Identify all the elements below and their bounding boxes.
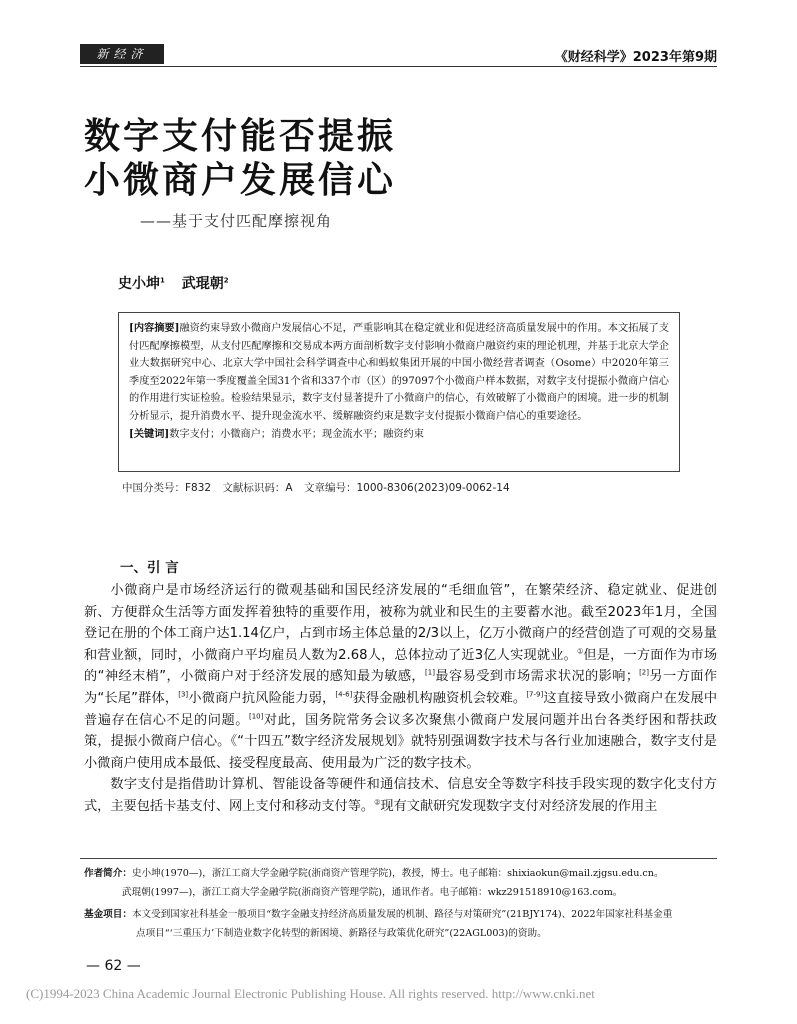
paragraph-1: [84, 580, 717, 774]
keywords-text: 数字支付；小微商户；消费水平；现金流水平；融资约束: [169, 428, 424, 440]
citation-ref: [10]: [248, 712, 264, 721]
article-title-line1: 数字支付能否提振: [84, 116, 397, 157]
fund-label: 基金项目：: [84, 909, 132, 920]
section-heading: 一、引 言: [120, 560, 179, 576]
header-rule: [80, 66, 717, 67]
copyright-notice: (C)1994-2023 China Academic Journal Electronic Publishing House. All rights reserved. http://www.cnki.net: [26, 986, 595, 1001]
citation-ref: [4-6]: [335, 690, 353, 699]
abstract-box: [118, 312, 680, 472]
text-run: 数字支付是指借助计算机、智能设备等硬件和通信技术、信息安全等数字科技手段实现的数字化支付方式，主要包括卡基支付、网上支付和移动支付等。: [84, 777, 717, 814]
footnote-ref: ①: [576, 647, 584, 656]
abstract: [129, 320, 669, 426]
classification-line: [122, 480, 510, 495]
footnote-rule: [80, 858, 717, 859]
paragraph-2: [84, 774, 717, 817]
text-run: 获得金融机构融资机会较难。: [352, 690, 527, 706]
footnotes: [84, 864, 724, 943]
author-2: 武琨朝: [181, 276, 224, 292]
fund-row-2: 点项目“‘三重压力’下制造业数字化转型的新困境、新路径与政策优化研究”(22AGL003)的资助。: [136, 928, 547, 939]
clc-number: 中国分类号：F832: [122, 482, 212, 494]
text-run: 现有文献研究发现数字支付对经济发展的作用主: [380, 798, 658, 814]
text-run: 但是，一方面作为市场的“神经末梢”，小微商户对于经济发展的感知最为敏感，: [84, 647, 718, 685]
author-1-affiliation: 1: [160, 276, 165, 285]
author-info-row-2: 武琨朝(1997—)，浙江工商大学金融学院(浙商资产管理学院)，通讯作者。电子邮箱：wkz2915189​10@163.com。: [122, 887, 623, 898]
author-2-affiliation: 2: [223, 276, 229, 285]
keywords: [129, 426, 669, 444]
citation-ref: [7-9]: [526, 690, 544, 699]
text-run: 另一方面作为“长尾”群体，: [84, 669, 718, 706]
body-text: [84, 580, 717, 818]
fund-text-1: 本文受到国家社科基金一般项目“数字金融支持经济高质量发展的机制、路径与对策研究”(21BJY174)、2022年国家社科基金重: [131, 909, 673, 920]
article-title-line2: 小微商户发展信心: [84, 160, 397, 201]
text-run: 最容易受到市场需求状况的影响；: [434, 669, 640, 685]
author-line: [118, 273, 229, 293]
document-code: 文献标识码：A: [222, 482, 293, 494]
page-number: — 62 —: [86, 958, 141, 974]
text-run: 小微商户抗风险能力弱，: [188, 690, 336, 706]
citation-ref: [3]: [178, 690, 189, 699]
article-subtitle: ——基于支付匹配摩擦视角: [140, 212, 333, 230]
keywords-label: [关键词]: [129, 427, 170, 440]
text-run: 小微商户是市场经济运行的微观基础和国民经济发展的“毛细血管”，在繁荣经济、稳定就业、促进创新、方便群众生活等方面发挥着独特的重要作用，被称为就业和民生的主要蓄水池。截至2023年1月，全国登记在册的个体工商户达1.14亿户，占到市场主体总量的2/3以上，亿万小微商户的经营创造了可观的交易量和营业额，同时，小微商户平均雇员人数为2.68人，总体拉动了近3亿人实现就业。: [84, 583, 717, 663]
citation-ref: [2]: [639, 668, 649, 677]
author-info-label: 作者简介：: [84, 868, 132, 879]
text-run: 对此，国务院常务会议多次聚焦小微商户发展问题并出台各类纾困和帮扶政策，提振小微商户信心。《“十四五”数字经济发展规划》就特别强调数字技术与各行业加速融合，数字支付是小微商户使用成本最低、接受程度最高、使用最为广泛的数字技术。: [84, 712, 717, 771]
journal-issue: 《财经科学》2023年第9期: [554, 50, 717, 65]
abstract-text: 融资约束导致小微商户发展信心不足，严重影响其在稳定就业和促进经济高质量发展中的作用。本文拓展了支付匹配摩擦模型，从支付匹配摩擦和交易成本两方面剖析数字支付影响小微商户融资约束的理论机理，并基于北京大学企业大数据研究中心、北京大学中国社会科学调查中心和蚂蚁集团开展的中国小微经营者调查（Osome）中2020年第三季度至2022年第一季度覆盖全国31个省和337个市（区）的97097个小微商户样本数据，对数字支付提振小微商户信心的作用进行实证检验。检验结果显示，数字支付显著提升了小微商户的信心，有效破解了小微商户的困境。进一步的机制分析显示，提升消费水平、提升现金流水平、缓解融资约束是数字支付提振小微商户信心的重要途径。: [129, 323, 669, 422]
author-info-row-1: [84, 864, 724, 883]
author-1: 史小坤: [118, 276, 160, 292]
footnote-ref: ②: [374, 798, 381, 807]
fund-row-1: [84, 905, 724, 924]
abstract-label: [内容摘要]: [129, 322, 180, 334]
author-1-info: 史小坤(1970—)，浙江工商大学金融学院(浙商资产管理学院)，教授，博士。电子邮箱：shixiaokun@mail.zjgsu.edu.cn。: [131, 868, 664, 879]
citation-ref: [1]: [425, 668, 435, 677]
article-number: 文章编号：1000-8306(2023)09-0062-14: [303, 482, 510, 494]
section-tag: 新经济: [80, 44, 164, 64]
text-run: 这直接导致小微商户在发展中普遍存在信心不足的问题。: [84, 690, 718, 728]
